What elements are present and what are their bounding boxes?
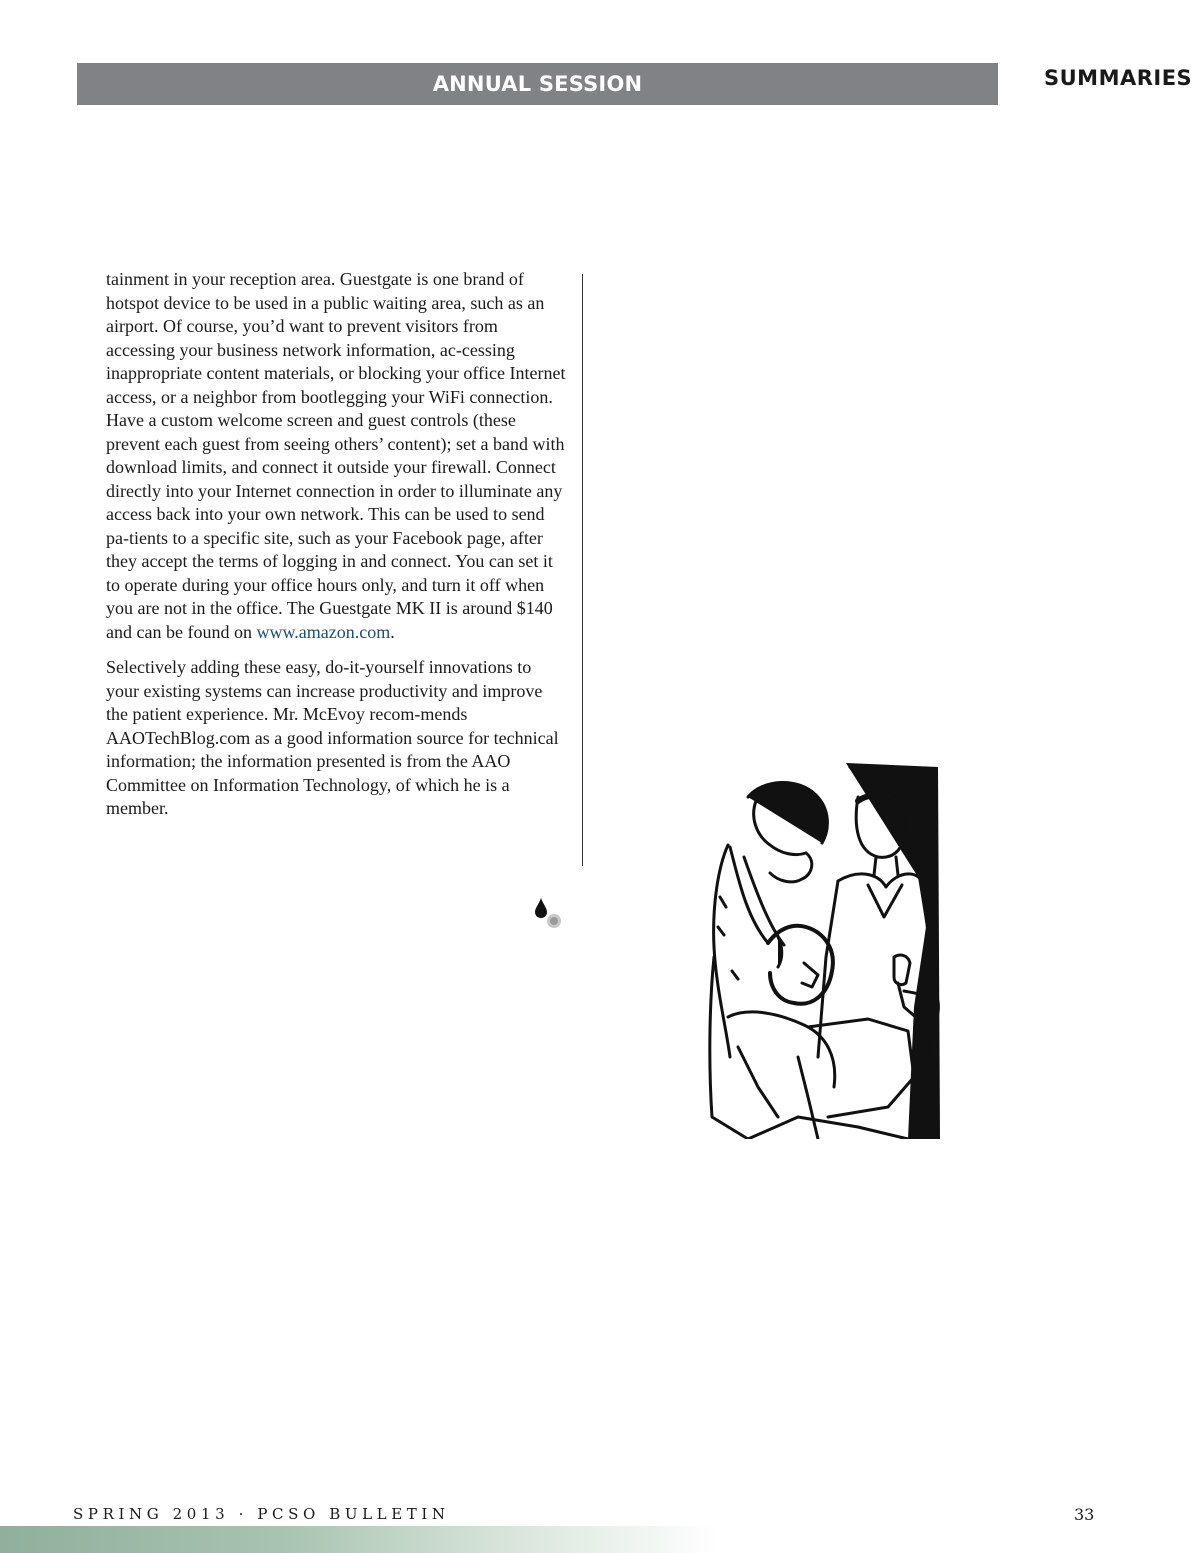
amazon-link[interactable]: www.amazon.com [256, 621, 391, 642]
header-title: ANNUAL SESSION [432, 72, 643, 96]
paragraph-1-end: . [390, 621, 395, 642]
section-label: SUMMARIES [1044, 66, 1193, 90]
paragraph-1-text: tainment in your reception area. Guestgate is one brand of hotspot device to be used in a public waiting area, such as an airport. Of course, you’d want to prevent visitors from accessing your business network information, ac-cessing inappropriate content materials, or blocking your office Internet access, or a neighbor from bootlegging your WiFi connection. Have a custom welcome screen and guest controls (these prevent each guest from seeing others’ content); set a band with download limits, and connect it outside your firewall. Connect directly into your Internet connection in order to illuminate any access back into your own network. This can be used to send pa-tients to a specific site, such as your Facebook page, after they accept the terms of logging in and connect. You can set it to operate during your office hours only, and turn it off when you are not in the office. The Guestgate MK II is around $140 and can be found on [106, 269, 566, 642]
footer-band [0, 1526, 720, 1553]
paragraph-2: Selectively adding these easy, do-it-yourself innovations to your existing systems can increase productivity and improve the patient experience. Mr. McEvoy recom-mends AAOTechBlog.com as a good information source for technical information; the information presented is from the AAO Committee on Information Technology, of which he is a member. [106, 657, 559, 818]
paragraph-1 [106, 268, 568, 644]
article-column [106, 268, 568, 821]
header-bar [77, 63, 998, 105]
page-number: 33 [1074, 1505, 1095, 1524]
dentist-illustration-icon [708, 757, 944, 1139]
tooth-end-mark-icon [532, 894, 568, 936]
column-rule [582, 274, 583, 866]
footer-publication: SPRING 2013 · PCSO BULLETIN [73, 1505, 450, 1523]
